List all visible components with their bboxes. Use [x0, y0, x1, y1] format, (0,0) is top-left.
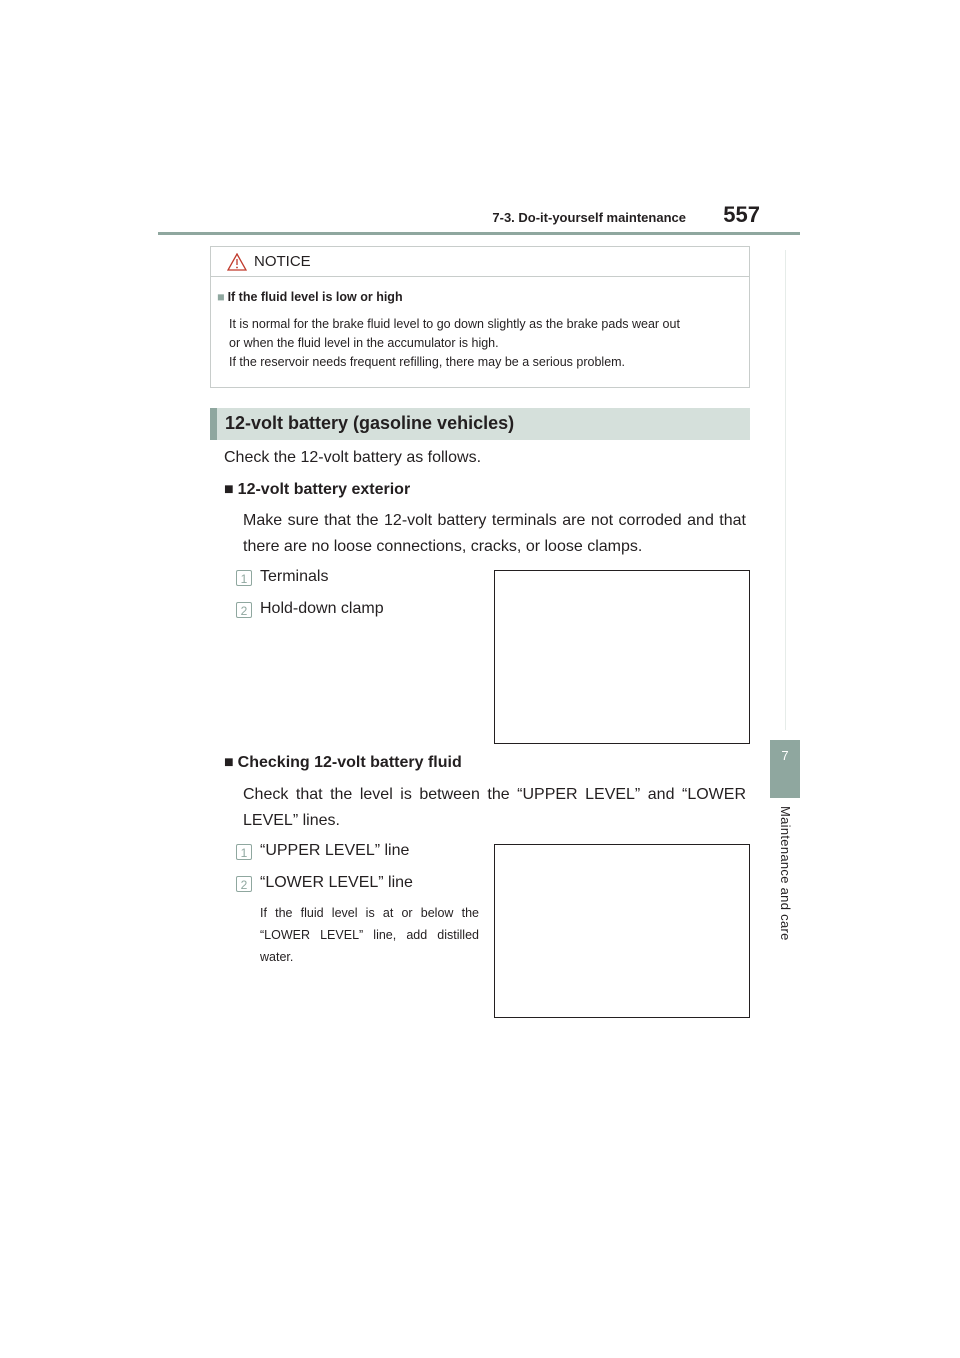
- battery-fluid-figure: [494, 844, 750, 1018]
- chapter-title-wrap: [770, 806, 800, 976]
- chapter-title: Maintenance and care: [778, 806, 793, 941]
- callout-number-badge: 2: [236, 602, 252, 618]
- callout-label: Hold-down clamp: [260, 600, 384, 617]
- side-divider: [785, 250, 786, 730]
- fluid-text: Check that the level is between the “UPPER LEVEL” and “LOWER LEVEL” lines.: [243, 786, 746, 829]
- notice-line: If the reservoir needs frequent refilling, there may be a serious problem.: [229, 355, 626, 369]
- square-bullet-icon: ■: [224, 481, 234, 498]
- notice-subheading-text: If the fluid level is low or high: [227, 290, 403, 304]
- section-title: 12-volt battery (gasoline vehicles): [225, 413, 515, 433]
- exterior-text: Make sure that the 12-volt battery terminals are not corroded and that there are no loose connections, cracks, or loose clamps.: [243, 512, 746, 555]
- callout-label: “UPPER LEVEL” line: [260, 842, 410, 859]
- fluid-heading-text: Checking 12-volt battery fluid: [237, 754, 462, 771]
- header-section-title: 7-3. Do-it-yourself maintenance: [492, 210, 686, 225]
- notice-subheading: [217, 290, 403, 304]
- warning-triangle-icon: [227, 253, 247, 271]
- section-intro: Check the 12-volt battery as follows.: [224, 449, 482, 466]
- callout-label: “LOWER LEVEL” line: [260, 874, 413, 891]
- notice-line: or when the fluid level in the accumulator is high.: [229, 336, 499, 350]
- exterior-heading-text: 12-volt battery exterior: [237, 481, 411, 498]
- notice-body: [229, 315, 745, 372]
- battery-exterior-figure: [494, 570, 750, 744]
- square-bullet-icon: ■: [224, 754, 234, 771]
- page-number: 557: [723, 202, 760, 227]
- section-header-accent: [210, 408, 217, 440]
- header-rule: [158, 232, 800, 235]
- fluid-note: If the fluid level is at or below the “LOWER LEVEL” line, add distilled water.: [260, 906, 479, 964]
- notice-line: It is normal for the brake fluid level to go down slightly as the brake pads wear out: [229, 317, 680, 331]
- exterior-heading: [224, 481, 410, 499]
- callout-number-badge: 1: [236, 844, 252, 860]
- fluid-heading: [224, 754, 462, 772]
- callout-number-badge: 1: [236, 570, 252, 586]
- callout-number-badge: 2: [236, 876, 252, 892]
- chapter-number: 7: [781, 748, 789, 763]
- notice-title: NOTICE: [254, 253, 311, 270]
- callout-label: Terminals: [260, 568, 329, 585]
- square-bullet-icon: ■: [217, 290, 225, 304]
